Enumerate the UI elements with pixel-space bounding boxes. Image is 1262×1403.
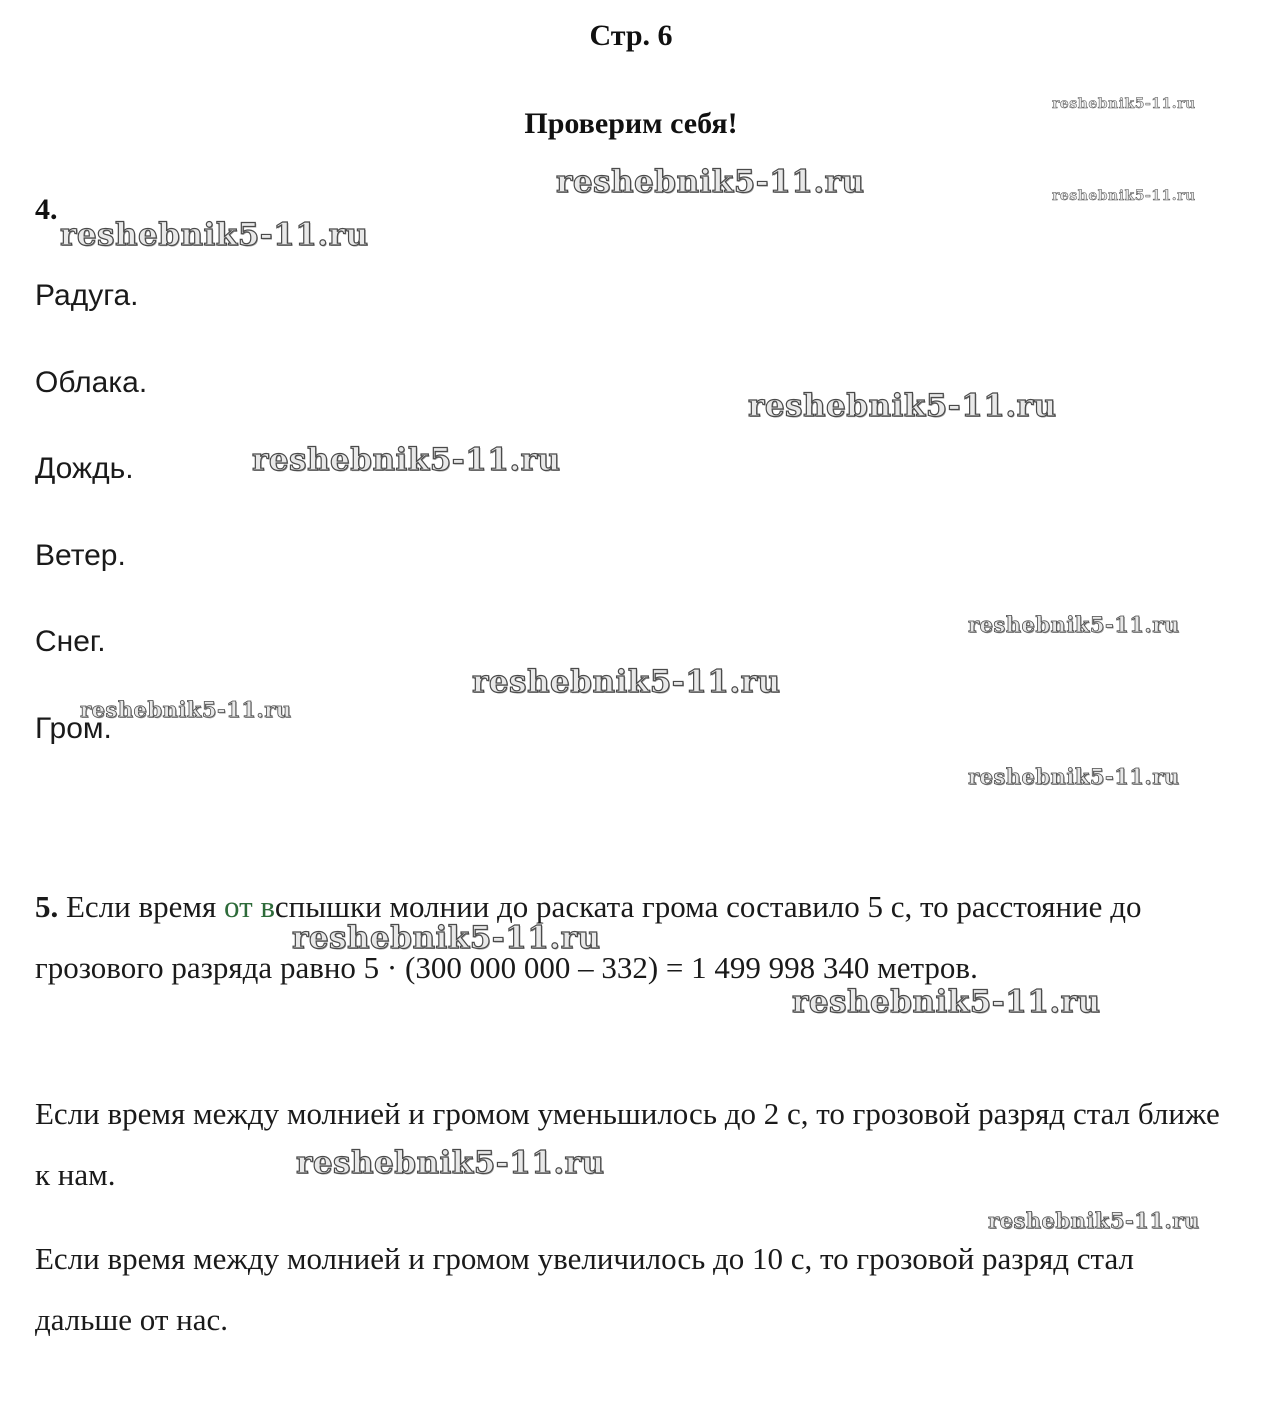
watermark: reshebnik5-11.ru — [748, 388, 1057, 424]
answer-item-4: Ветер. — [35, 538, 126, 572]
answer-item-1: Радуга. — [35, 279, 139, 312]
task-5-paragraph-1 — [35, 876, 1225, 998]
watermark: reshebnik5-11.ru — [60, 217, 369, 253]
section-title: Проверим себя! — [524, 107, 738, 140]
task-5-number: 5. — [35, 889, 59, 924]
watermark: reshebnik5-11.ru — [296, 1145, 605, 1181]
watermark: reshebnik5-11.ru — [556, 164, 865, 200]
watermark: reshebnik5-11.ru — [968, 612, 1180, 637]
task-5-paragraph-3: Если время между молнией и громом увеличилось до 10 с, то грозовой разряд стал дальше от нас. — [35, 1241, 1134, 1337]
watermark: reshebnik5-11.ru — [1052, 96, 1196, 112]
watermark: reshebnik5-11.ru — [252, 442, 561, 478]
watermark: reshebnik5-11.ru — [472, 664, 781, 700]
task-5-text-green: от в — [224, 889, 275, 924]
task-4-number: 4. — [35, 193, 58, 226]
watermark: reshebnik5-11.ru — [968, 764, 1180, 789]
watermark: reshebnik5-11.ru — [792, 984, 1101, 1020]
watermark: reshebnik5-11.ru — [988, 1208, 1200, 1233]
task-5-text-a: Если время — [58, 889, 225, 924]
answer-item-6: Гром. — [35, 711, 112, 745]
task-5-text-b: спышки молнии до раската грома составило 5 с, то расстояние до грозового разряда равно 5 · (300 000 000 – 332) = 1 499 998 340 метров. — [35, 889, 1142, 985]
watermark: reshebnik5-11.ru — [292, 920, 601, 956]
answer-item-5: Снег. — [35, 625, 106, 659]
watermark: reshebnik5-11.ru — [80, 697, 292, 722]
answer-item-2: Облака. — [35, 365, 148, 399]
answer-item-3: Дождь. — [35, 452, 134, 486]
task-4-answer-list — [35, 276, 147, 796]
task-5-paragraph-2: Если время между молнией и громом уменьшилось до 2 с, то грозовой разряд стал ближе к нам. — [35, 1096, 1220, 1192]
watermark: reshebnik5-11.ru — [1052, 188, 1196, 204]
page-title: Стр. 6 — [589, 19, 673, 52]
